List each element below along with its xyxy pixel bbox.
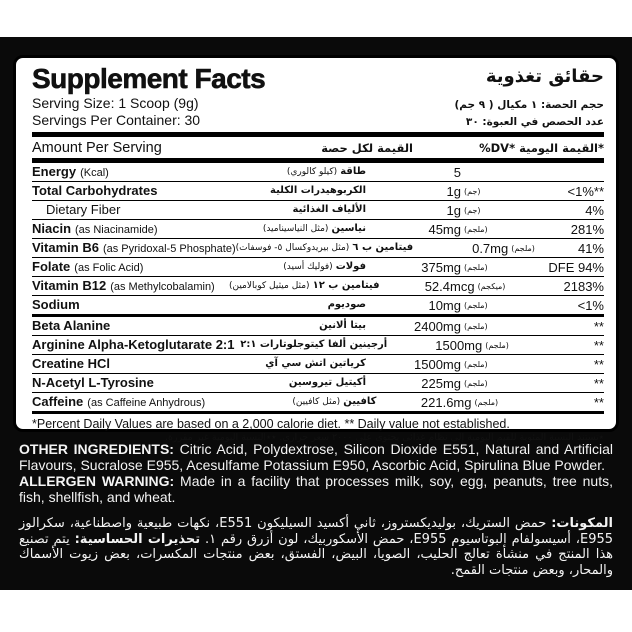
nutrient-row	[32, 239, 604, 257]
arabic-allergen-text: يتم تصنيع هذا المنتج في منشأة تعالج الحليب، الصويا، البيض، الفستق، بعض منتجات المكسرات، بعض زيوت الأسماك والمحار، وبعض منتجات القمح.	[19, 531, 613, 578]
nutrient-name: Total Carbohydrates	[32, 182, 158, 198]
nutrient-name: N-Acetyl L-Tyrosine	[32, 374, 154, 390]
amount-unit-arabic: (ملجم)	[474, 397, 499, 407]
daily-value-percent: DFE 94%	[548, 259, 604, 275]
nutrient-amount	[366, 184, 516, 199]
daily-value-percent: **	[593, 318, 604, 334]
nutrient-name: Beta Alanine	[32, 317, 111, 333]
amount-unit-arabic: (ملجم)	[464, 378, 488, 388]
nutrient-amount	[413, 241, 559, 256]
arabic-ingredients	[19, 516, 613, 578]
amount-value: 0.7mg	[472, 240, 509, 256]
nutrient-form-note: (as Folic Acid)	[74, 261, 144, 274]
amount-unit-arabic: (ملجم)	[464, 359, 488, 369]
nutrient-name-arabic: كافيين	[343, 396, 377, 407]
nutrient-name: Folate	[32, 258, 71, 274]
nutrient-row	[32, 258, 604, 276]
nutrient-amount	[380, 279, 526, 294]
amount-value: 1g	[446, 183, 461, 199]
arabic-ingredients-label: المكونات:	[551, 516, 614, 531]
servings-per-container-line	[32, 112, 604, 128]
nutrient-name-arabic: فيتامين ب ١٢	[312, 280, 380, 291]
panel-title-en: Supplement Facts	[32, 63, 266, 94]
column-header-amount-en: Amount Per Serving	[32, 140, 162, 156]
arabic-ingredients-text: حمض الستريك، بوليديكستروز، ثاني أكسيد السيليكون E551، نكهات طبيعية واصطناعية، سكرالوز E955، أسيسولفام البوتاسيوم E955، حمض الأسكوربيك، لون أزرق رقم ١.	[19, 516, 614, 547]
amount-value: 5	[453, 164, 461, 180]
nutrient-name-en	[32, 298, 181, 313]
nutrient-row	[32, 163, 604, 181]
amount-value: 52.4mcg	[424, 278, 475, 294]
nutrient-amount	[366, 260, 516, 275]
amount-unit-arabic: (ملجم)	[464, 224, 488, 234]
nutrient-amount	[366, 222, 516, 237]
panel-title-ar: حقائق تغذوية	[485, 66, 604, 87]
arabic-allergen-label: تحذيرات الحساسية:	[74, 531, 201, 547]
amount-value: 1500mg	[414, 356, 461, 372]
nutrient-name-en	[32, 338, 238, 353]
daily-value-percent: <1%	[577, 297, 604, 313]
allergen-warning-text: Made in a facility that processes milk, soy, egg, peanuts, tree nuts, fish, shellfish, and wheat.	[19, 473, 614, 505]
footnote-ar: ٭تستند النسبة المئوية للقيم اليومية إلى نظام غذائي يحتوي على ٢٠٠٠ سعر حراري. ٭٭النسبة اليومية غير مقررة.	[165, 432, 604, 443]
panel-header	[32, 64, 604, 94]
nutrient-form-note-arabic: (مثل النياسيناميد)	[262, 224, 329, 234]
nutrient-amount	[366, 165, 516, 180]
nutrient-name: Creatine HCl	[32, 355, 111, 371]
nutrient-form-note: (as Niacinamide)	[75, 223, 158, 236]
nutrient-name-arabic: أكيتيل تيروسين	[288, 377, 366, 388]
nutrient-name-en	[32, 203, 181, 218]
nutrient-name: Sodium	[32, 296, 80, 312]
nutrient-row	[32, 374, 604, 392]
nutrient-name: Caffeine	[32, 393, 84, 409]
nutrient-name-ar	[181, 377, 366, 389]
daily-value-percent: 281%	[570, 221, 604, 237]
nutrient-name-ar	[238, 339, 387, 351]
nutrient-name-ar	[181, 223, 366, 235]
nutrient-name-arabic: أرجينين ألفا كيتوجلوتارات ٢:١	[240, 339, 388, 350]
nutrient-name-arabic: نياسين	[331, 223, 366, 234]
nutrient-name-ar	[181, 204, 366, 216]
nutrient-name-ar	[181, 185, 366, 197]
nutrient-name-arabic: صوديوم	[327, 299, 366, 310]
nutrient-form-note-arabic: (فوليك أسيد)	[283, 262, 333, 272]
serving-size-ar: حجم الحصة: ١ مكيال ( ٩ جم)	[454, 99, 604, 111]
serving-size-en: Serving Size: 1 Scoop (9g)	[32, 95, 199, 111]
nutrient-name-ar	[205, 396, 376, 408]
nutrient-form-note-arabic: (مثل ميثيل كوبالامين)	[228, 281, 310, 291]
nutrient-row	[32, 336, 604, 354]
other-ingredients	[19, 441, 613, 473]
nutrient-form-note: (as Pyridoxal-5 Phosphate)	[102, 242, 236, 255]
column-header-amount-ar: القيمة لكل حصة	[321, 141, 413, 155]
amount-unit-arabic: (ملجم)	[464, 300, 488, 310]
daily-value-percent: **	[593, 337, 604, 353]
nutrient-form-note-arabic: (كيلو كالوري)	[286, 167, 338, 177]
nutrient-name-arabic: فولات	[335, 261, 366, 272]
nutrient-name: Vitamin B6	[32, 239, 99, 255]
nutrient-name-en	[32, 319, 181, 334]
nutrient-name: Vitamin B12	[32, 277, 107, 293]
serving-size-line	[32, 95, 604, 111]
nutrient-name-ar	[236, 242, 414, 254]
amount-unit-arabic: (ملجم)	[464, 262, 488, 272]
nutrient-name-ar	[181, 358, 366, 370]
nutrient-name-arabic: فيتامين ب ٦	[352, 242, 414, 253]
servings-per-container-ar: عدد الحصص في العبوة: ٣٠	[465, 116, 604, 128]
nutrient-row	[32, 317, 604, 335]
nutrient-amount	[366, 203, 516, 218]
amount-unit-arabic: (ميكجم)	[477, 281, 506, 291]
nutrient-amount	[366, 298, 516, 313]
supplement-facts-panel	[13, 55, 619, 443]
footnote-en: *Percent Daily Values are based on a 2,000 calorie diet. ** Daily value not established.	[32, 417, 510, 431]
amount-unit-arabic: (ملجم)	[464, 321, 488, 331]
amount-value: 221.6mg	[420, 394, 472, 410]
amount-value: 1500mg	[435, 337, 483, 353]
nutrient-row	[32, 201, 604, 219]
nutrient-name: Arginine Alpha-Ketoglutarate 2:1	[32, 336, 235, 352]
nutrient-name-en	[32, 279, 215, 294]
nutrient-name-arabic: الكربوهيدرات الكلية	[270, 185, 366, 196]
nutrient-form-note-arabic: (مثل بيريدوكسال ٥- فوسفات)	[235, 243, 350, 253]
daily-value-percent: 41%	[577, 240, 604, 256]
nutrient-row	[32, 296, 604, 314]
nutrient-name-arabic: كرياتين اتش سي آي	[265, 358, 366, 369]
nutrient-rows	[32, 163, 604, 411]
other-ingredients-label: OTHER INGREDIENTS:	[19, 441, 174, 457]
nutrient-row	[32, 220, 604, 238]
nutrient-name-en	[32, 241, 236, 256]
amount-value: 2400mg	[414, 318, 461, 334]
thick-divider-bottom	[32, 411, 604, 414]
amount-value: 375mg	[421, 259, 461, 275]
nutrient-name-ar	[181, 299, 366, 311]
table-column-headers	[32, 137, 604, 158]
nutrient-form-note: (as Caffeine Anhydrous)	[87, 396, 206, 409]
nutrient-name-arabic: الألياف الغذائية	[292, 204, 366, 215]
nutrient-row	[32, 355, 604, 373]
daily-value-percent: <1%**	[567, 183, 604, 199]
nutrient-row	[32, 277, 604, 295]
daily-value-percent: **	[593, 375, 604, 391]
amount-unit-arabic: (ملجم)	[485, 340, 509, 350]
servings-per-container-en: Servings Per Container: 30	[32, 112, 201, 128]
other-ingredients-text: Citric Acid, Polydextrose, Silicon Dioxide E551, Natural and Artificial Flavours, Sucralose E955, Acesulfame Potassium E950, Ascorbic Acid, Spirulina Blue Powder.	[19, 441, 613, 473]
nutrient-name-en	[32, 222, 181, 237]
allergen-warning	[19, 473, 613, 505]
nutrient-form-note-arabic: (مثل كافيين)	[292, 397, 341, 407]
nutrient-name-arabic: طاقة	[340, 166, 366, 177]
amount-value: 45mg	[428, 221, 461, 237]
nutrient-form-note: (as Methylcobalamin)	[110, 280, 215, 293]
daily-value-percent: 4%	[585, 202, 604, 218]
amount-unit-arabic: (جم)	[464, 205, 481, 215]
nutrient-name-en	[32, 165, 181, 180]
nutrient-amount	[366, 319, 516, 334]
nutrient-name: Dietary Fiber	[46, 201, 121, 217]
nutrient-name: Energy	[32, 163, 77, 179]
nutrient-row	[32, 393, 604, 411]
label-background	[0, 37, 632, 590]
nutrient-name-arabic: بيتا ألانين	[319, 320, 366, 331]
nutrient-name-ar	[181, 166, 366, 178]
nutrient-amount	[387, 338, 533, 353]
nutrient-form-note: (Kcal)	[80, 166, 109, 179]
nutrient-amount	[376, 395, 522, 410]
nutrient-amount	[366, 376, 516, 391]
nutrient-amount	[366, 357, 516, 372]
amount-value: 1g	[446, 202, 461, 218]
nutrient-name-ar	[181, 320, 366, 332]
nutrient-name-en	[32, 357, 181, 372]
amount-unit-arabic: (ملجم)	[511, 243, 535, 253]
amount-value: 10mg	[428, 297, 461, 313]
nutrient-name-en	[32, 395, 205, 410]
nutrient-name-ar	[181, 261, 366, 273]
nutrient-name: Niacin	[32, 220, 72, 236]
nutrient-row	[32, 182, 604, 200]
nutrient-name-en	[32, 260, 181, 275]
nutrient-name-en	[32, 184, 181, 199]
amount-value: 225mg	[421, 375, 461, 391]
column-header-daily-value: *القيمة اليومية *DV%	[479, 141, 604, 155]
nutrient-name-ar	[215, 280, 380, 292]
amount-unit-arabic: (جم)	[464, 186, 481, 196]
daily-value-percent: **	[593, 356, 604, 372]
daily-value-percent: **	[593, 394, 604, 410]
daily-value-percent: 2183%	[563, 278, 604, 294]
nutrient-name-en	[32, 376, 181, 391]
allergen-warning-label: ALLERGEN WARNING:	[19, 473, 175, 489]
